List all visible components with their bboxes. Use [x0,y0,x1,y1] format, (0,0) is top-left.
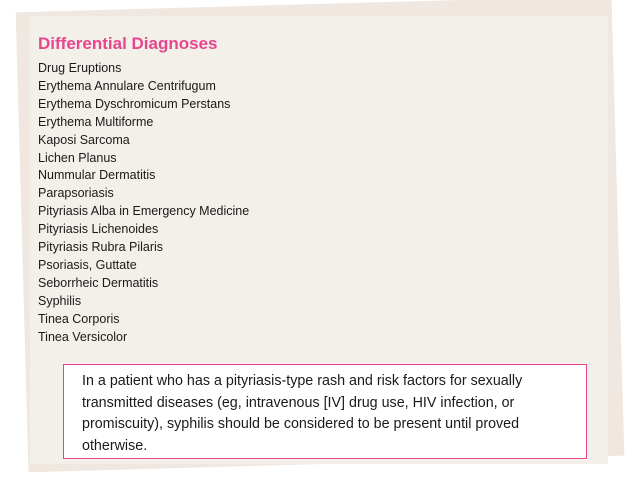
diagnosis-item: Tinea Versicolor [38,329,128,344]
diagnosis-item: Psoriasis, Guttate [38,257,137,272]
diagnosis-item: Drug Eruptions [38,61,122,75]
diagnoses-list [38,60,578,347]
diagnosis-item: Pityriasis Lichenoides [38,222,159,237]
clinical-note-text: In a patient who has a pityriasis-type rash and risk factors for sexually transmitted diseases (eg, intravenous [IV] drug use, HIV infection, or promiscuity), syphilis should be considered to be present until proved otherwise. [82,373,523,454]
diagnosis-item: Pityriasis Alba in Emergency Medicine [38,204,250,219]
diagnosis-item: Erythema Multiforme [38,114,154,129]
slide-title: Differential Diagnoses [38,34,218,53]
diagnosis-item: Lichen Planus [38,150,117,165]
diagnosis-item: Tinea Corporis [38,311,120,326]
slide-content [38,32,578,347]
diagnosis-item: Syphilis [38,293,82,308]
diagnosis-item: Kaposi Sarcoma [38,132,130,147]
diagnosis-item: Nummular Dermatitis [38,168,156,183]
diagnosis-item: Erythema Dyschromicum Perstans [38,96,231,111]
clinical-note-box [63,364,587,459]
diagnosis-item: Parapsoriasis [38,186,114,201]
diagnosis-item: Pityriasis Rubra Pilaris [38,240,164,255]
diagnosis-item: Seborrheic Dermatitis [38,275,159,290]
diagnosis-item: Erythema Annulare Centrifugum [38,78,216,93]
